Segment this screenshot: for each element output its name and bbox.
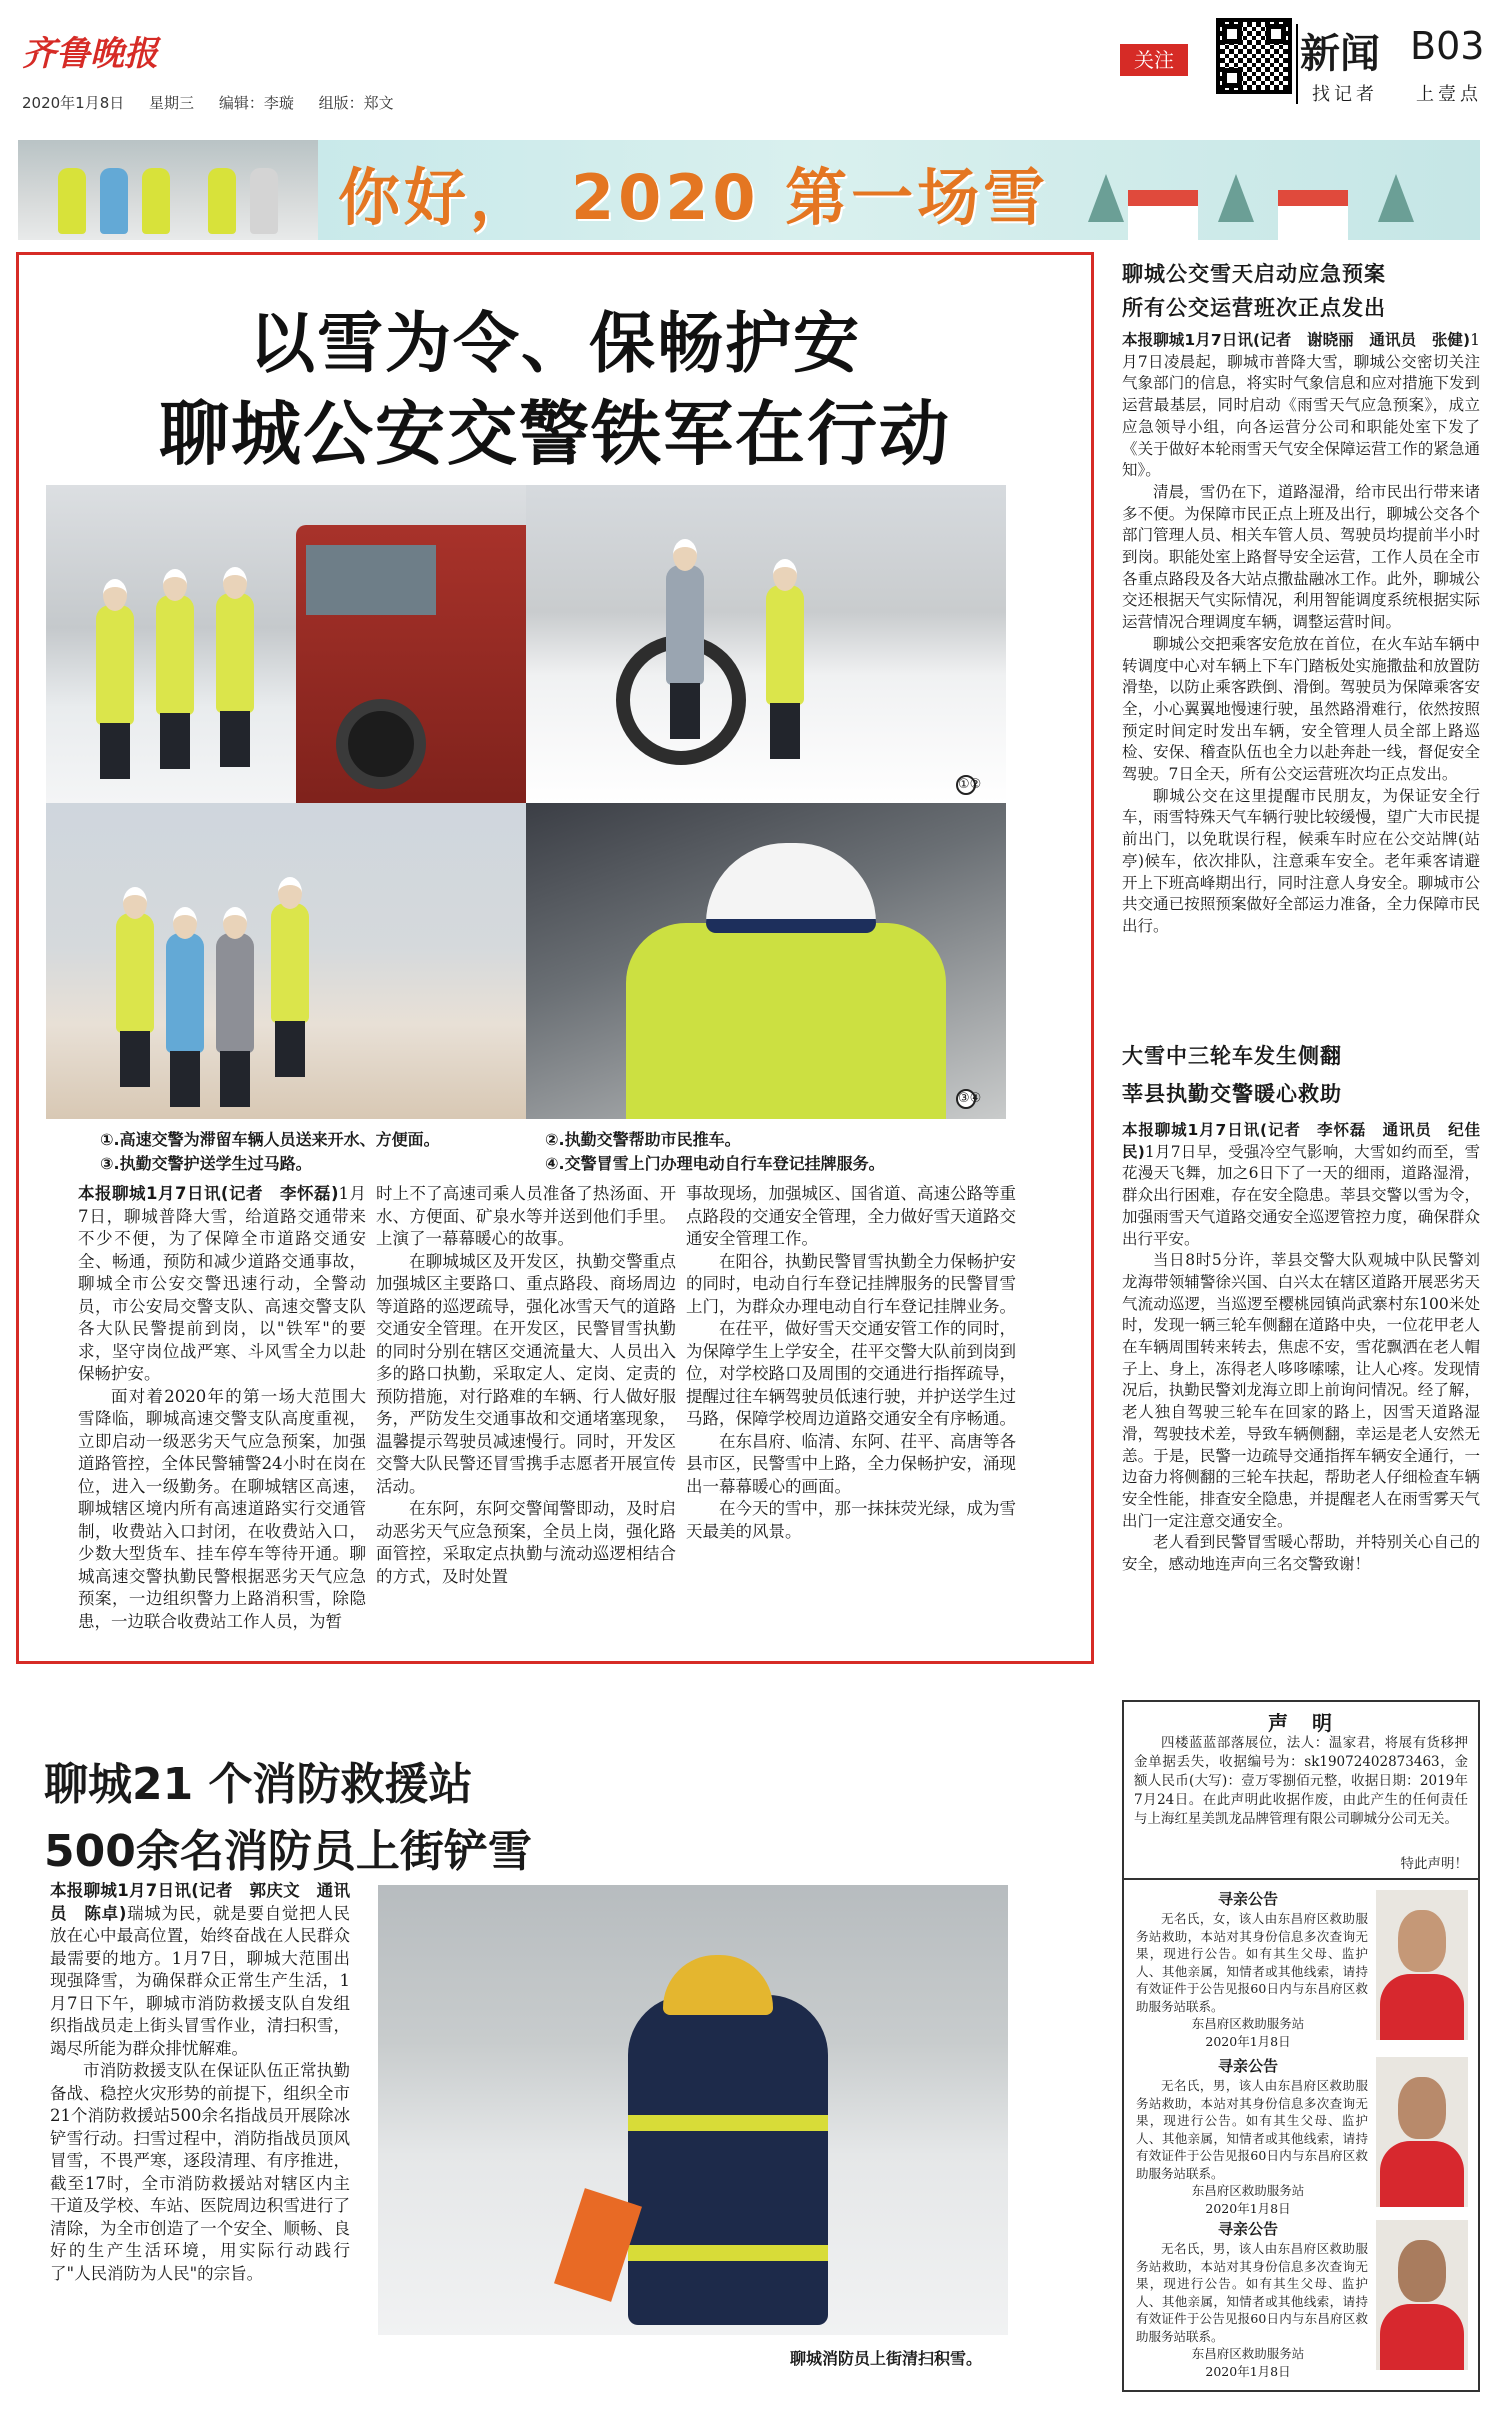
truck-wheel <box>336 699 426 789</box>
bus-title-2: 所有公交运营班次正点发出 <box>1122 296 1386 320</box>
paragraph: 在东阿，东阿交警闻警即动，及时启动恶劣天气应急预案，全员上岗，强化路面管控，采取定点执勤与流动巡逻相结合的方式，及时处置 <box>376 1499 676 1586</box>
officer-figure <box>271 903 309 1023</box>
truck <box>296 525 526 803</box>
missing-person-photo <box>1376 1890 1468 2040</box>
truck-window <box>306 545 436 615</box>
issue-weekday: 星期三 <box>149 94 195 112</box>
issue-date: 2020年1月8日 <box>22 94 125 112</box>
officer-figure <box>208 168 236 234</box>
qr-corner <box>1266 24 1286 44</box>
paragraph: 瑞城为民，就是要自觉把人民放在心中最高位置，始终奋战在人民群众最需要的地方。1月7日，聊城大范围出现强降雪，为确保群众正常生产生活，1月7日下午，聊城市消防救援支队自发组织指战员走上街头冒雪作业，清扫积雪，竭尽所能为群众排忧解难。 <box>50 1903 350 2058</box>
motto-part: 上壹点 <box>1416 84 1482 105</box>
section-name: 新闻 <box>1300 31 1380 77</box>
officer-jacket <box>626 923 946 1119</box>
banner-photo <box>18 140 318 240</box>
paragraph: 市消防救援支队在保证队伍正常执勤备战、稳控火灾形势的前提下，组织全市21个消防救援站500余名指战员开展除冰铲雪行动。扫雪过程中，消防指战员顶风冒雪，不畏严寒，逐段清理、有序推进，截至17时，全市消防救援站对辖区内主干道及学校、车站、医院周边积雪进行了清除，为全市创造了一个安全、顺畅、良好的生产生活环境，用实际行动践行了"人民消防为人民"的宗旨。 <box>50 2061 350 2283</box>
missing-org: 东昌府区救助服务站 <box>1191 2346 1305 2361</box>
missing-text: 无名氏，女，该人由东昌府区救助服务站救助，本站对其身份信息多次查询无果，现进行公告。如有其生父母、监护人、其他亲属，知情者或其他线索，请持有效证件于公告见报60日内与东昌府区救助服务站联系。 <box>1136 1911 1368 2014</box>
fire-photo-caption: 聊城消防员上街清扫积雪。 <box>790 2349 983 2368</box>
missing-title: 寻亲公告 <box>1217 1890 1278 1908</box>
paragraph: 聊城公交把乘客安危放在首位，在火车站车辆中转调度中心对车辆上下车门踏板处实施撒盐和放置防滑垫，以防止乘客跌倒、滑倒。驾驶员为保障乘客安全，小心翼翼地慢速行驶，虽然路滑难行，依然按照预定时间定时发出车辆，安全管理人员全部上路巡检、安保、稽查队伍也全力以赴奔赴一线，督促安全驾驶。7日全天，所有公交运营班次均正点发出。 <box>1122 634 1480 784</box>
tricycle-title-2: 莘县执勤交警暖心救助 <box>1122 1082 1342 1106</box>
reflective-stripe <box>628 2245 828 2261</box>
paragraph: 面对着2020年的第一场大范围大雪降临，聊城高速交警支队高度重视，立即启动一级恶劣天气应急预案，加强道路管控，全体民警辅警24小时在岗在位，进入一级勤务。在聊城辖区高速，聊城辖区境内所有高速道路实行交通管制，收费站入口封闭，在收费站入口，少数大型货车、挂车停车等待开通。聊城高速交警执勤民警根据恶劣天气应急预案，一边组织警力上路消积雪，除隐患，一边联合收费站工作人员，为暂 <box>78 1386 366 1631</box>
tricycle-story-body <box>1122 1120 1480 1690</box>
snow-tree-icon <box>1088 174 1124 222</box>
statement-paragraph: 四楼蓝蓝部落展位，法人：温家君，将展有货移押金单据丢失，收据编号为：sk19072402873463，金额人民币(大写)：壹万零捌佰元整，收据日期：2019年7月24日。在此声明此收据作废，由此产生的任何责任与上海红星美凯龙品牌管理有限公司聊城分公司无关。 <box>1134 1735 1468 1827</box>
officer-cap <box>706 843 876 933</box>
missing-person-notice <box>1128 2218 1474 2388</box>
missing-date: 2020年1月8日 <box>1205 2201 1291 2216</box>
paragraph: 1月7日，聊城普降大雪，给道路交通带来不少不便，为了保障全市道路交通安全、畅通，预防和减少道路交通事故，聊城全市公安交警迅速行动，全警动员，市公安局交警支队、高速交警支队各大队民警提前到岗，以"铁军"的要求，坚守岗位战严寒、斗风雪全力以赴保畅护安。 <box>78 1184 366 1383</box>
missing-title: 寻亲公告 <box>1217 2057 1278 2075</box>
qr-corner <box>1222 68 1242 88</box>
missing-text: 无名氏，男，该人由东昌府区救助服务站救助，本站对其身份信息多次查询无果，现进行公告。如有其生父母、监护人、其他亲属，知情者或其他线索，请持有效证件于公告见报60日内与东昌府区救助服务站联系。 <box>1136 2241 1368 2344</box>
fire-story-body <box>50 1880 350 2380</box>
caption-1: ①.高速交警为滞留车辆人员送来开水、方便面。 <box>100 1130 440 1149</box>
lead-column-c <box>686 1183 1016 1653</box>
paragraph: 当日8时5分许，莘县交警大队观城中队民警刘龙海带领辅警徐兴国、白兴太在辖区道路开展恶劣天气流动巡逻，当巡逻至樱桃园镇尚武寨村东100米处时，发现一辆三轮车侧翻在道路中央，一位花甲老人在车辆周围转来转去，焦虑不安，雪花飘洒在老人帽子上、身上，冻得老人哆哆嗦嗦，让人心疼。发现情况后，执勤民警刘龙海立即上前询问情况。经了解，老人独自驾驶三轮车在回家的路上，因雪天道路湿滑，驾驶技术差，导致车辆侧翻，幸运是老人安然无恙。于是，民警一边疏导交通指挥车辆安全通行，一边奋力将侧翻的三轮车扶起，帮助老人仔细检查车辆安全性能，排查安全隐患，并提醒老人在雨雪雾天气出门一定注意交通安全。 <box>1122 1251 1480 1530</box>
follow-button[interactable]: 关注 <box>1120 44 1188 76</box>
snow-house-icon <box>1128 190 1198 240</box>
fire-headline-2: 500余名消防员上街铲雪 <box>44 1826 532 1877</box>
photo-bike-registration <box>526 803 1006 1119</box>
paragraph: 时上不了高速司乘人员准备了热汤面、开水、方便面、矿泉水等并送到他们手里。上演了一幕幕暖心的故事。 <box>376 1184 676 1248</box>
missing-person-notice <box>1128 1888 1474 2058</box>
firefighter-helmet <box>663 1955 773 2015</box>
banner-title: 你好， 2020 第一场雪 <box>338 161 1050 234</box>
snow-tree-icon <box>1218 174 1254 222</box>
face <box>1398 1910 1446 1972</box>
byline: 本报聊城1月7日讯(记者 谢晓丽 通讯员 张健) <box>1122 331 1471 349</box>
officer-figure <box>156 595 194 715</box>
child-figure <box>100 168 128 234</box>
statement-sign: 特此声明！ <box>1400 1856 1468 1872</box>
missing-person-notice <box>1128 2055 1474 2225</box>
missing-org: 东昌府区救助服务站 <box>1191 2183 1305 2198</box>
photo-push-cart <box>526 485 1006 803</box>
page-number: B03 <box>1410 24 1485 68</box>
lead-headline-2: 聊城公安交警铁军在行动 <box>159 393 951 475</box>
paragraph: 在聊城城区及开发区，执勤交警重点加强城区主要路口、重点路段、商场周边等道路的巡逻疏导，强化冰雪天气的道路交通安全管理。在开发区，民警冒雪执勤的同时分别在辖区交通流量大、人员出入多的路口执勤，采取定人、定岗、定责的预防措施，对行路难的车辆、行人做好服务，严防发生交通事故和交通堵塞现象，温馨提示驾驶员减速慢行。同时，开发区交警大队民警还冒雪携手志愿者开展宣传活动。 <box>376 1251 676 1496</box>
lead-column-a <box>78 1183 366 1653</box>
missing-text: 无名氏，男，该人由东昌府区救助服务站救助，本站对其身份信息多次查询无果，现进行公告。如有其生父母、监护人、其他亲属，知情者或其他线索，请持有效证件于公告见报60日内与东昌府区救助服务站联系。 <box>1136 2078 1368 2181</box>
byline: 本报聊城1月7日讯(记者 李怀磊) <box>78 1184 339 1203</box>
reflective-stripe <box>628 2115 828 2131</box>
officer-figure <box>766 585 804 705</box>
missing-org: 东昌府区救助服务站 <box>1191 2016 1305 2031</box>
pedestrian-figure <box>250 168 278 234</box>
section-motto <box>1312 80 1482 106</box>
masthead <box>0 0 1500 112</box>
snow-tree-icon <box>1378 174 1414 222</box>
paragraph: 清晨，雪仍在下，道路湿滑，给市民出行带来诸多不便。为保障市民正点上班及出行，聊城公交各个部门管理人员、相关车管人员、驾驶员均提前半小时到岗。职能处室上路督导安全运营，工作人员在全市各重点路段及各大站点撒盐融冰工作。此外，聊城公交还根据天气实际情况，利用智能调度系统根据实际运营情况合理调度车辆，调整运营时间。 <box>1122 482 1480 632</box>
missing-person-photo <box>1376 2057 1468 2207</box>
paragraph: 1月7日早，受强冷空气影响，大雪如约而至，雪花漫天飞舞，加之6日下了一天的细雨，道路湿滑，群众出行困难，存在安全隐患。莘县交警以雪为令，加强雨雪天气道路交通安全巡逻管控力度，确保群众出行平安。 <box>1122 1142 1480 1248</box>
snow-house-icon <box>1278 190 1348 240</box>
lead-column-b <box>376 1183 676 1653</box>
missing-date: 2020年1月8日 <box>1205 2034 1291 2049</box>
photo-highway-police <box>46 485 526 803</box>
shirt <box>1380 1974 1464 2040</box>
shirt <box>1380 2141 1464 2207</box>
editor-credit: 编辑：李璇 <box>218 94 294 112</box>
layout-credit: 组版：郑文 <box>318 94 394 112</box>
officer-figure <box>142 168 170 234</box>
paragraph: 在东昌府、临清、东阿、茌平、高唐等各县市区，民警雪中上路，全力保畅护安，涌现出一幕幕暖心的画面。 <box>686 1431 1016 1496</box>
caption-2: ②.执勤交警帮助市民推车。 <box>545 1130 741 1149</box>
dateline <box>22 92 414 113</box>
citizen-figure <box>666 565 704 685</box>
photo-escort-students <box>46 803 526 1119</box>
qr-code-icon[interactable] <box>1216 18 1292 94</box>
qr-corner <box>1222 24 1242 44</box>
photo-marker: ③④ <box>956 1089 976 1109</box>
photo-firefighters-shoveling <box>378 1885 1008 2335</box>
photo-marker: ①② <box>956 775 976 795</box>
fire-headline-1: 聊城21 个消防救援站 <box>44 1759 473 1810</box>
paragraph: 聊城公交在这里提醒市民朋友，为保证安全行车，雨雪特殊天气车辆行驶比较缓慢，望广大市民提前出门，以免耽误行程，候乘车时应在公交站牌(站亭)候车，依次排队，注意乘车安全。老年乘客请避开上下班高峰期出行，同时注意人身安全。聊城市公共交通已按照预案做好全部运力准备，全力保障市民出行。 <box>1122 786 1480 935</box>
shirt <box>1380 2304 1464 2370</box>
paragraph: 在阳谷，执勤民警冒雪执勤全力保畅护安的同时，电动自行车登记挂牌服务的民警冒雪上门，为群众办理电动自行车登记挂牌业务。 <box>686 1251 1016 1316</box>
face <box>1398 2240 1446 2302</box>
paragraph: 1月7日凌晨起，聊城市普降大雪，聊城公交密切关注气象部门的信息，将实时气象信息和应对措施下发到运营最基层，同时启动《雨雪天气应急预案》，成立应急领导小组，向各运营分公司和职能处室下发了《关于做好本轮雨雪天气安全保障运营工作的紧急通知》。 <box>1122 331 1480 480</box>
bus-title-1: 聊城公交雪天启动应急预案 <box>1122 262 1386 286</box>
officer-figure <box>96 605 134 725</box>
officer-figure <box>116 913 154 1033</box>
student-figure <box>166 933 204 1053</box>
officer-figure <box>58 168 86 234</box>
paragraph: 事故现场，加强城区、国省道、高速公路等重点路段的交通安全管理，全力做好雪天道路交通安全管理工作。 <box>686 1184 1016 1248</box>
missing-date: 2020年1月8日 <box>1205 2364 1291 2379</box>
lead-headline-1: 以雪为令、保畅护安 <box>249 305 861 382</box>
statement-title: 声 明 <box>1268 1711 1334 1735</box>
byline: 本报聊城1月7日讯(记者 郭庆文 通讯员 陈卓) <box>50 1881 350 1923</box>
caption-3: ③.执勤交警护送学生过马路。 <box>100 1154 312 1173</box>
student-figure <box>216 933 254 1053</box>
notice-divider <box>1122 1878 1480 1880</box>
byline: 本报聊城1月7日讯(记者 李怀磊 通讯员 纪佳民) <box>1122 1121 1480 1161</box>
masthead-divider <box>1296 24 1298 104</box>
paper-logo: 齐鲁晚报 <box>22 34 158 74</box>
statement-text <box>1134 1734 1468 1829</box>
missing-person-photo <box>1376 2220 1468 2370</box>
tricycle-title-1: 大雪中三轮车发生侧翻 <box>1122 1044 1342 1068</box>
paragraph: 在茌平，做好雪天交通安管工作的同时，为保障学生上学安全，茌平交警大队前到岗到位，对学校路口及周围的交通进行指挥疏导，提醒过往车辆驾驶员低速行驶，并护送学生过马路，保障学校周边道路交通安全有序畅通。 <box>686 1319 1016 1428</box>
officer-figure <box>216 593 254 713</box>
missing-title: 寻亲公告 <box>1217 2220 1278 2238</box>
motto-part: 找记者 <box>1312 84 1378 105</box>
paragraph: 老人看到民警冒雪暖心帮助，并特别关心自己的安全，感动地连声向三名交警致谢！ <box>1122 1533 1480 1574</box>
theme-banner <box>18 140 1480 240</box>
paragraph: 在今天的雪中，那一抹抹荧光绿，成为雪天最美的风景。 <box>686 1499 1016 1541</box>
firefighter-figure <box>628 1995 828 2325</box>
caption-4: ④.交警冒雪上门办理电动自行车登记挂牌服务。 <box>545 1154 885 1173</box>
face <box>1398 2077 1446 2139</box>
bus-story-body <box>1122 330 1480 1020</box>
